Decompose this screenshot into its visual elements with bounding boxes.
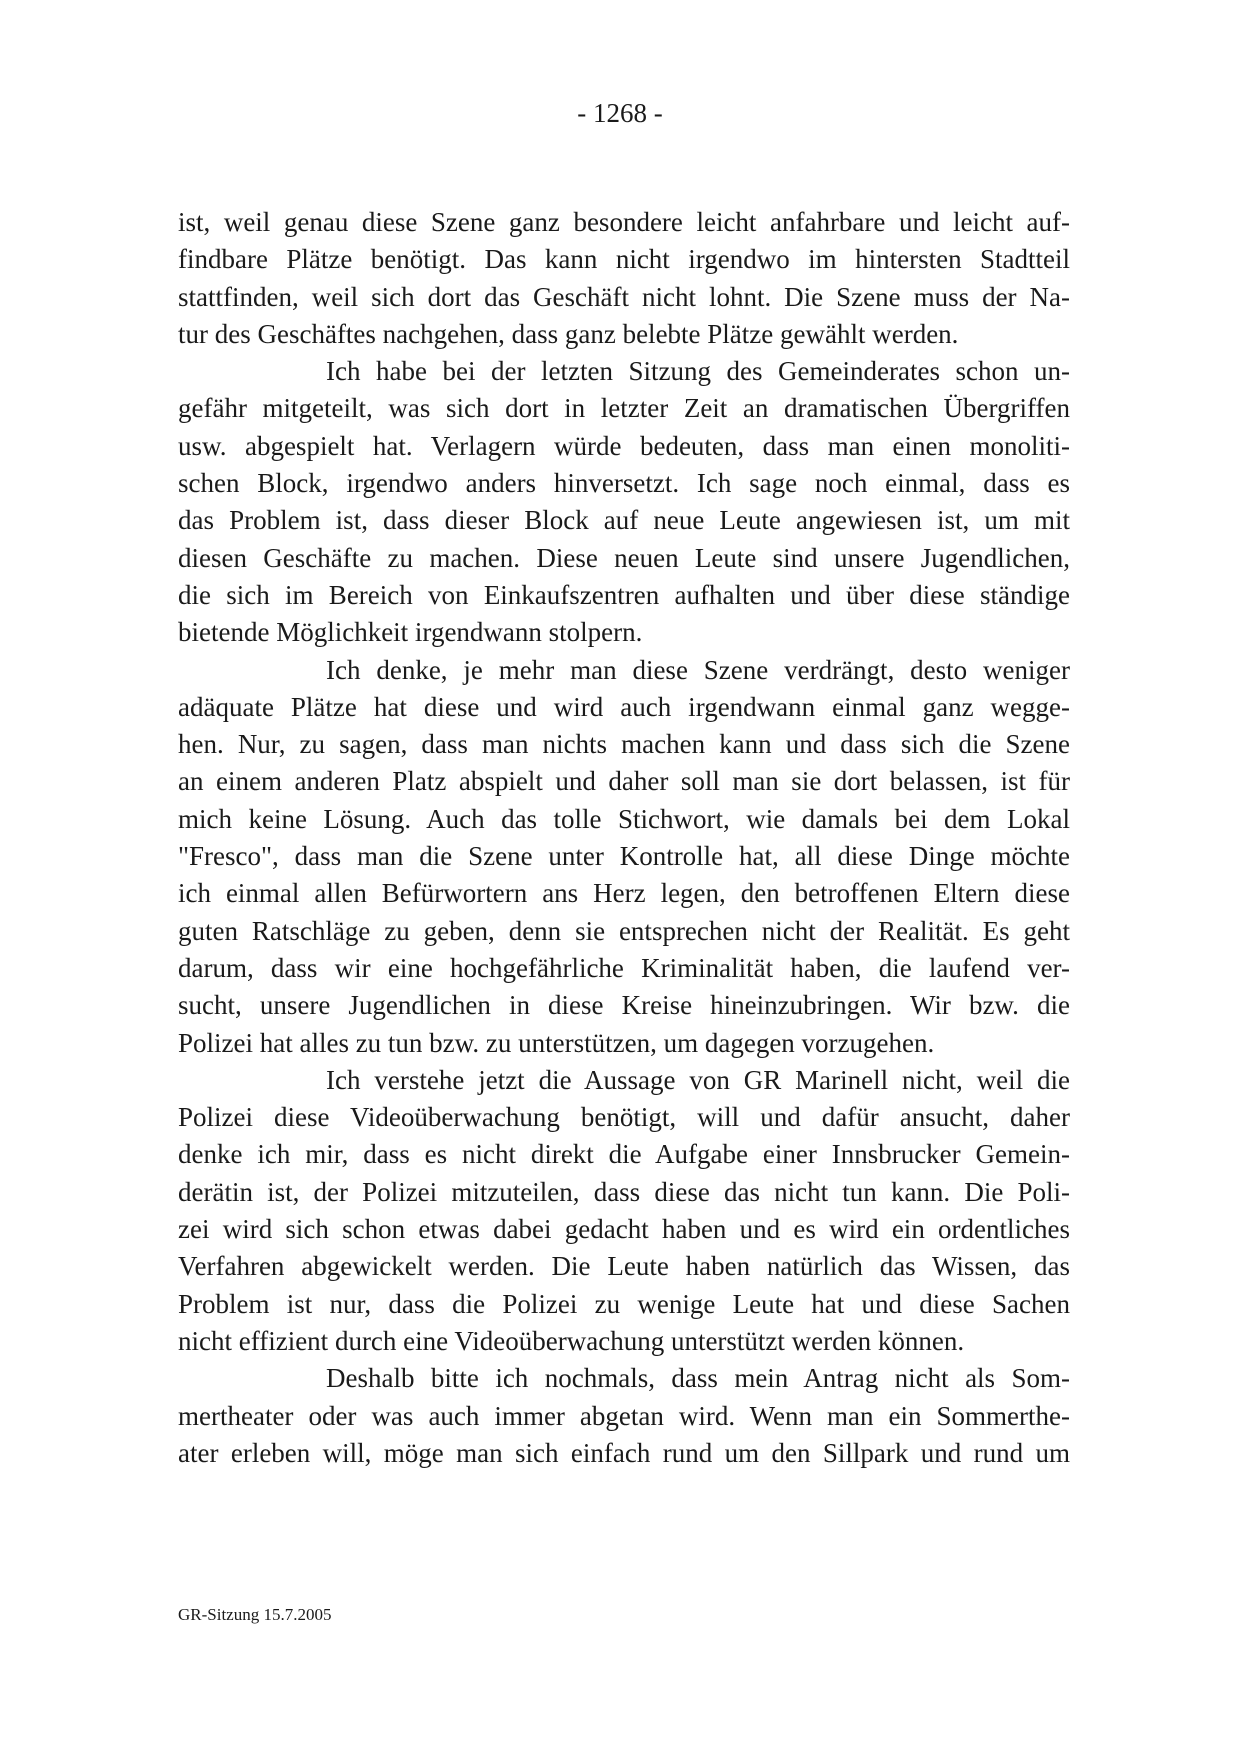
text-line: "Fresco", dass man die Szene unter Kontrolle hat, all diese Dinge möchte xyxy=(178,841,1070,872)
text-line: die sich im Bereich von Einkaufszentren aufhalten und über diese ständige xyxy=(178,579,1070,610)
text-line: nicht effizient durch eine Videoüberwachung unterstützt werden können. xyxy=(178,1325,965,1356)
text-line: an einem anderen Platz abspielt und daher soll man sie dort belassen, ist für xyxy=(178,766,1070,797)
text-line: mertheater oder was auch immer abgetan wird. Wenn man ein Sommerthe- xyxy=(178,1400,1070,1431)
text-line: das Problem ist, dass dieser Block auf neue Leute angewiesen ist, um mit xyxy=(178,505,1070,536)
text-line: Deshalb bitte ich nochmals, dass mein Antrag nicht als Som- xyxy=(326,1363,1070,1394)
footer-session-date: GR-Sitzung 15.7.2005 xyxy=(178,1605,332,1624)
text-line: gefähr mitgeteilt, was sich dort in letzter Zeit an dramatischen Übergriffen xyxy=(178,393,1070,424)
text-line: Verfahren abgewickelt werden. Die Leute haben natürlich das Wissen, das xyxy=(178,1251,1070,1282)
text-line: stattfinden, weil sich dort das Geschäft nicht lohnt. Die Szene muss der Na- xyxy=(178,281,1070,312)
text-line: Polizei hat alles zu tun bzw. zu unterstützen, um dagegen vorzugehen. xyxy=(178,1027,935,1058)
text-line: schen Block, irgendwo anders hinversetzt. Ich sage noch einmal, dass es xyxy=(178,468,1070,499)
text-line: zei wird sich schon etwas dabei gedacht haben und es wird ein ordentliches xyxy=(178,1214,1070,1245)
page-number: - 1268 - xyxy=(577,98,663,128)
text-line: sucht, unsere Jugendlichen in diese Kreise hineinzubringen. Wir bzw. die xyxy=(178,990,1070,1021)
text-line: ich einmal allen Befürwortern ans Herz legen, den betroffenen Eltern diese xyxy=(178,878,1070,909)
text-line: denke ich mir, dass es nicht direkt die Aufgabe einer Innsbrucker Gemein- xyxy=(178,1139,1070,1170)
text-line: tur des Geschäftes nachgehen, dass ganz belebte Plätze gewählt werden. xyxy=(178,318,959,349)
body-text xyxy=(178,204,1070,1472)
text-line: bietende Möglichkeit irgendwann stolpern. xyxy=(178,617,643,648)
text-line: usw. abgespielt hat. Verlagern würde bedeuten, dass man einen monoliti- xyxy=(178,430,1070,461)
text-line: ater erleben will, möge man sich einfach rund um den Sillpark und rund um xyxy=(178,1437,1070,1468)
text-line: findbare Plätze benötigt. Das kann nicht irgendwo im hintersten Stadtteil xyxy=(178,244,1070,275)
text-line: Ich denke, je mehr man diese Szene verdrängt, desto weniger xyxy=(326,654,1070,685)
text-line: diesen Geschäfte zu machen. Diese neuen Leute sind unsere Jugendlichen, xyxy=(178,542,1070,573)
text-line: Ich habe bei der letzten Sitzung des Gemeinderates schon un- xyxy=(326,356,1070,387)
text-line: darum, dass wir eine hochgefährliche Kriminalität haben, die laufend ver- xyxy=(178,952,1070,983)
text-line: Problem ist nur, dass die Polizei zu wenige Leute hat und diese Sachen xyxy=(178,1288,1070,1319)
text-line: Polizei diese Videoüberwachung benötigt, will und dafür ansucht, daher xyxy=(178,1102,1070,1133)
text-line: adäquate Plätze hat diese und wird auch irgendwann einmal ganz wegge- xyxy=(178,691,1070,722)
text-line: hen. Nur, zu sagen, dass man nichts machen kann und dass sich die Szene xyxy=(178,729,1070,760)
text-line: mich keine Lösung. Auch das tolle Stichwort, wie damals bei dem Lokal xyxy=(178,803,1070,834)
text-line: derätin ist, der Polizei mitzuteilen, dass diese das nicht tun kann. Die Poli- xyxy=(178,1176,1070,1207)
text-line: guten Ratschläge zu geben, denn sie entsprechen nicht der Realität. Es geht xyxy=(178,915,1070,946)
text-line: Ich verstehe jetzt die Aussage von GR Marinell nicht, weil die xyxy=(326,1064,1070,1095)
text-line: ist, weil genau diese Szene ganz besondere leicht anfahrbare und leicht auf- xyxy=(178,207,1070,237)
